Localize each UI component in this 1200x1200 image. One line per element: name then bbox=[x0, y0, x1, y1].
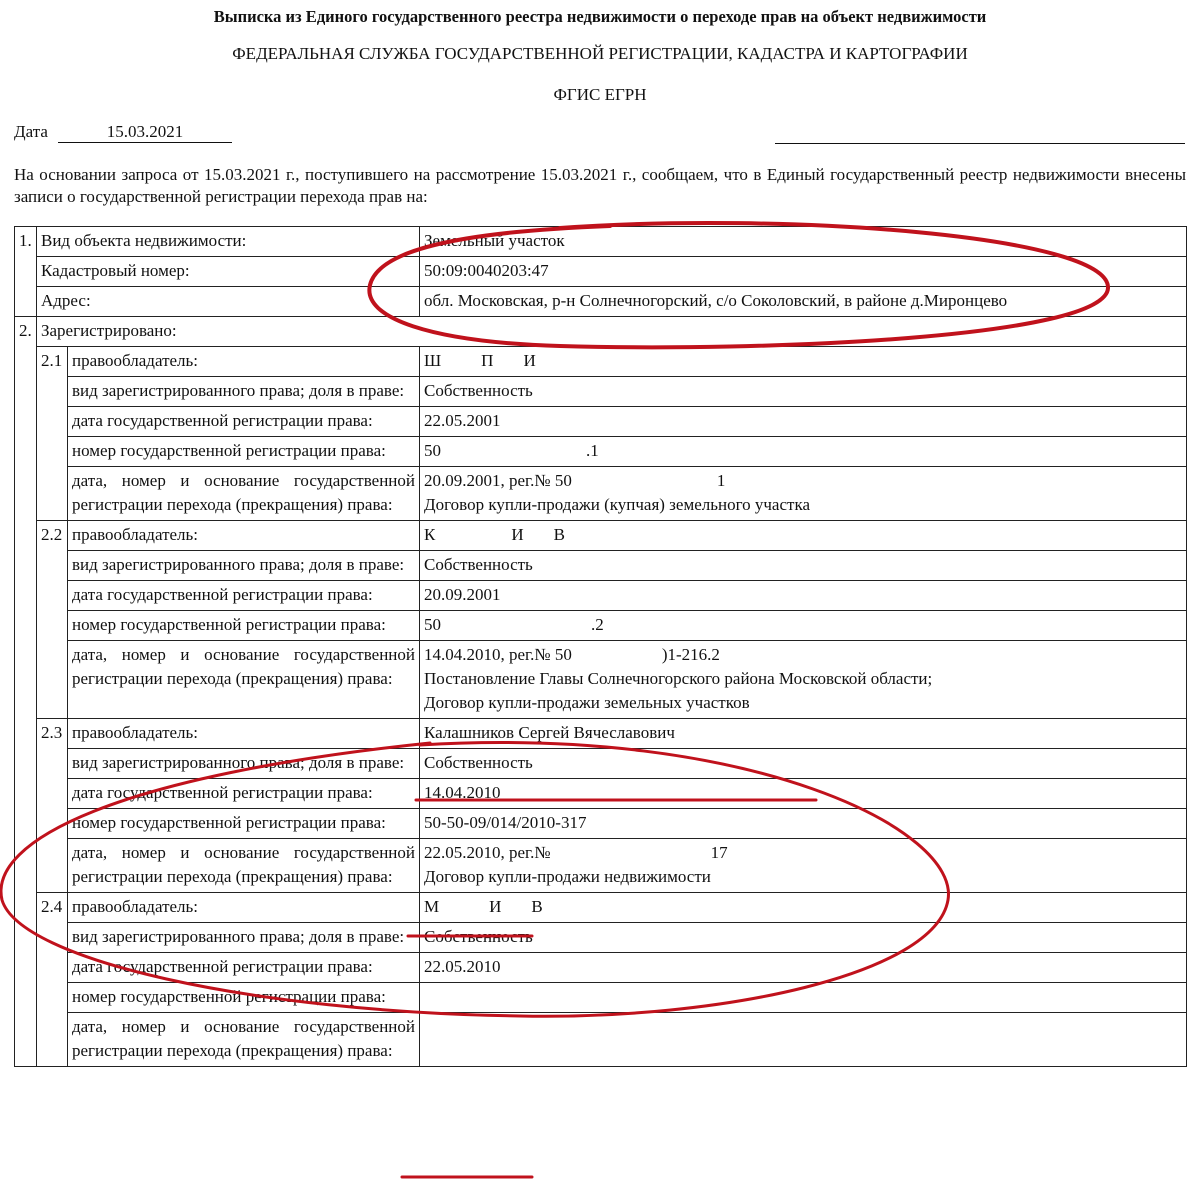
entry-number: 2.3 bbox=[37, 719, 68, 893]
table-row bbox=[15, 317, 1187, 347]
transfer-label: дата, номер и основание государственной регистрации перехода (прекращения) права: bbox=[68, 1013, 420, 1067]
address-label: Адрес: bbox=[37, 287, 420, 317]
right-type-label: вид зарегистрированного права; доля в праве: bbox=[68, 923, 420, 953]
reg-number-value: 50 .1 bbox=[420, 437, 1187, 467]
right-type-label: вид зарегистрированного права; доля в праве: bbox=[68, 551, 420, 581]
table-row bbox=[15, 437, 1187, 467]
holder-label: правообладатель: bbox=[68, 521, 420, 551]
right-type-label: вид зарегистрированного права; доля в праве: bbox=[68, 377, 420, 407]
holder-value: М И В bbox=[420, 893, 1187, 923]
transfer-value: 14.04.2010, рег.№ 50 )1-216.2 Постановление Главы Солнечногорского района Московской области; Договор купли-продажи земельных участков bbox=[420, 641, 1187, 719]
table-row bbox=[15, 521, 1187, 551]
intro-paragraph: На основании запроса от 15.03.2021 г., поступившего на рассмотрение 15.03.2021 г., сообщаем, что в Единый государственный реестр недвижимости внесены записи о государственной регистрации перехода прав на: bbox=[14, 165, 1186, 206]
table-row bbox=[15, 893, 1187, 923]
entry-number: 2.2 bbox=[37, 521, 68, 719]
transfer-label: дата, номер и основание государственной регистрации перехода (прекращения) права: bbox=[68, 467, 420, 521]
object-type-value: Земельный участок bbox=[420, 227, 1187, 257]
reg-number-label: номер государственной регистрации права: bbox=[68, 809, 420, 839]
date-label: Дата bbox=[14, 122, 48, 141]
right-type-value: Собственность bbox=[420, 923, 1187, 953]
registry-table bbox=[14, 226, 1187, 1067]
reg-date-value: 14.04.2010 bbox=[420, 779, 1187, 809]
table-row bbox=[15, 287, 1187, 317]
transfer-value bbox=[420, 1013, 1187, 1067]
address-value: обл. Московская, р-н Солнечногорский, с/о Соколовский, в районе д.Миронцево bbox=[420, 287, 1187, 317]
right-type-value: Собственность bbox=[420, 749, 1187, 779]
reg-date-label: дата государственной регистрации права: bbox=[68, 953, 420, 983]
reg-date-label: дата государственной регистрации права: bbox=[68, 779, 420, 809]
table-row bbox=[15, 227, 1187, 257]
transfer-value: 22.05.2010, рег.№ 17 Договор купли-продажи недвижимости bbox=[420, 839, 1187, 893]
table-row bbox=[15, 983, 1187, 1013]
table-row bbox=[15, 347, 1187, 377]
holder-value: К И В bbox=[420, 521, 1187, 551]
entry-number: 2.4 bbox=[37, 893, 68, 1067]
transfer-label: дата, номер и основание государственной регистрации перехода (прекращения) права: bbox=[68, 641, 420, 719]
reg-date-label: дата государственной регистрации права: bbox=[68, 407, 420, 437]
holder-label: правообладатель: bbox=[68, 893, 420, 923]
right-type-value: Собственность bbox=[420, 377, 1187, 407]
right-type-value: Собственность bbox=[420, 551, 1187, 581]
transfer-value: 20.09.2001, рег.№ 50 1 Договор купли-продажи (купчая) земельного участка bbox=[420, 467, 1187, 521]
row-number: 2. bbox=[15, 317, 37, 1067]
holder-value: Калашников Сергей Вячеславович bbox=[420, 719, 1187, 749]
cadastral-value: 50:09:0040203:47 bbox=[420, 257, 1187, 287]
table-row bbox=[15, 809, 1187, 839]
table-row bbox=[15, 953, 1187, 983]
table-row bbox=[15, 257, 1187, 287]
table-row bbox=[15, 581, 1187, 611]
reg-number-label: номер государственной регистрации права: bbox=[68, 611, 420, 641]
reg-number-label: номер государственной регистрации права: bbox=[68, 983, 420, 1013]
system-name: ФГИС ЕГРН bbox=[553, 85, 647, 104]
right-type-label: вид зарегистрированного права; доля в праве: bbox=[68, 749, 420, 779]
entry-number: 2.1 bbox=[37, 347, 68, 521]
table-row bbox=[15, 641, 1187, 719]
table-row bbox=[15, 377, 1187, 407]
reg-number-label: номер государственной регистрации права: bbox=[68, 437, 420, 467]
holder-label: правообладатель: bbox=[68, 347, 420, 377]
registered-label: Зарегистрировано: bbox=[37, 317, 1187, 347]
table-row bbox=[15, 923, 1187, 953]
table-row bbox=[15, 719, 1187, 749]
reg-number-value: 50 .2 bbox=[420, 611, 1187, 641]
reg-date-label: дата государственной регистрации права: bbox=[68, 581, 420, 611]
table-row bbox=[15, 407, 1187, 437]
cadastral-label: Кадастровый номер: bbox=[37, 257, 420, 287]
table-row bbox=[15, 467, 1187, 521]
date-value: 15.03.2021 bbox=[58, 122, 232, 143]
reg-date-value: 22.05.2001 bbox=[420, 407, 1187, 437]
table-row bbox=[15, 749, 1187, 779]
row-number: 1. bbox=[15, 227, 37, 317]
table-row bbox=[15, 839, 1187, 893]
reg-number-value: 50-50-09/014/2010-317 bbox=[420, 809, 1187, 839]
table-row bbox=[15, 779, 1187, 809]
holder-label: правообладатель: bbox=[68, 719, 420, 749]
reg-date-value: 22.05.2010 bbox=[420, 953, 1187, 983]
signature-line bbox=[775, 143, 1185, 144]
document-title: Выписка из Единого государственного реестра недвижимости о переходе прав на объект недвижимости bbox=[213, 7, 987, 26]
transfer-label: дата, номер и основание государственной регистрации перехода (прекращения) права: bbox=[68, 839, 420, 893]
table-row bbox=[15, 1013, 1187, 1067]
holder-value: Ш П И bbox=[420, 347, 1187, 377]
reg-date-value: 20.09.2001 bbox=[420, 581, 1187, 611]
agency-name: ФЕДЕРАЛЬНАЯ СЛУЖБА ГОСУДАРСТВЕННОЙ РЕГИСТРАЦИИ, КАДАСТРА И КАРТОГРАФИИ bbox=[232, 44, 968, 63]
reg-number-value bbox=[420, 983, 1187, 1013]
object-type-label: Вид объекта недвижимости: bbox=[37, 227, 420, 257]
table-row bbox=[15, 611, 1187, 641]
table-row bbox=[15, 551, 1187, 581]
